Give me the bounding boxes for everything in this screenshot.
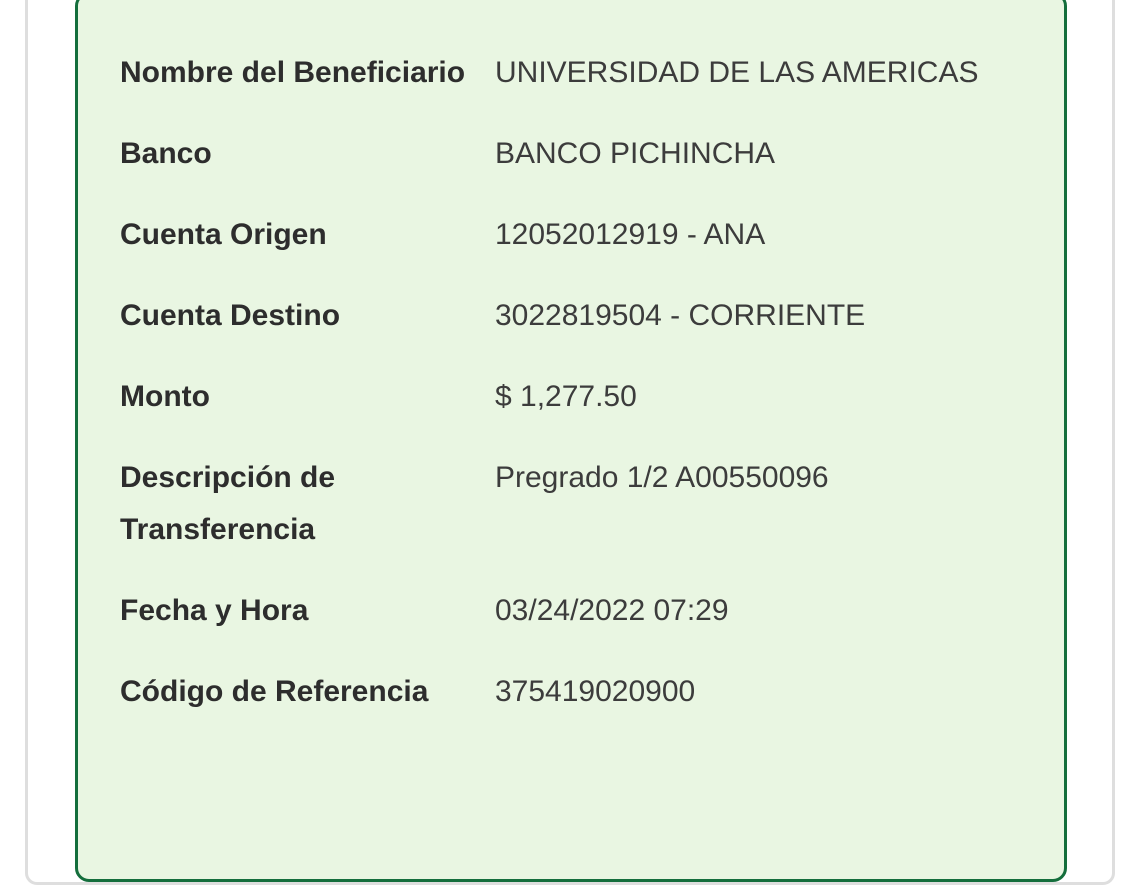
receipt-row-destination-account	[120, 290, 1004, 342]
field-value: UNIVERSIDAD DE LAS AMERICAS	[495, 56, 979, 89]
field-value: 3022819504 - CORRIENTE	[495, 299, 866, 332]
receipt-row-beneficiary-name	[120, 47, 1004, 99]
field-value: BANCO PICHINCHA	[495, 137, 776, 170]
receipt-row-bank	[120, 128, 1004, 180]
transfer-receipt-card	[75, 0, 1067, 882]
field-value: 12052012919 - ANA	[495, 218, 766, 251]
field-label: Monto	[120, 380, 210, 413]
field-label: Cuenta Origen	[120, 218, 327, 251]
field-value: Pregrado 1/2 A00550096	[495, 461, 829, 494]
field-label: Código de Referencia	[120, 675, 429, 708]
field-label: Nombre del Beneficiario	[120, 56, 466, 89]
receipt-row-transfer-description	[120, 452, 1004, 556]
receipt-row-source-account	[120, 209, 1004, 261]
field-label: Descripción de Transferencia	[120, 461, 336, 546]
receipt-rows	[78, 0, 1064, 718]
field-value: 375419020900	[495, 675, 696, 708]
field-label: Cuenta Destino	[120, 299, 341, 332]
field-value: 03/24/2022 07:29	[495, 594, 729, 627]
receipt-row-date-time	[120, 585, 1004, 637]
receipt-row-reference-code	[120, 666, 1004, 718]
field-label: Banco	[120, 137, 212, 170]
field-value: $ 1,277.50	[495, 380, 637, 413]
field-label: Fecha y Hora	[120, 594, 309, 627]
receipt-row-amount	[120, 371, 1004, 423]
